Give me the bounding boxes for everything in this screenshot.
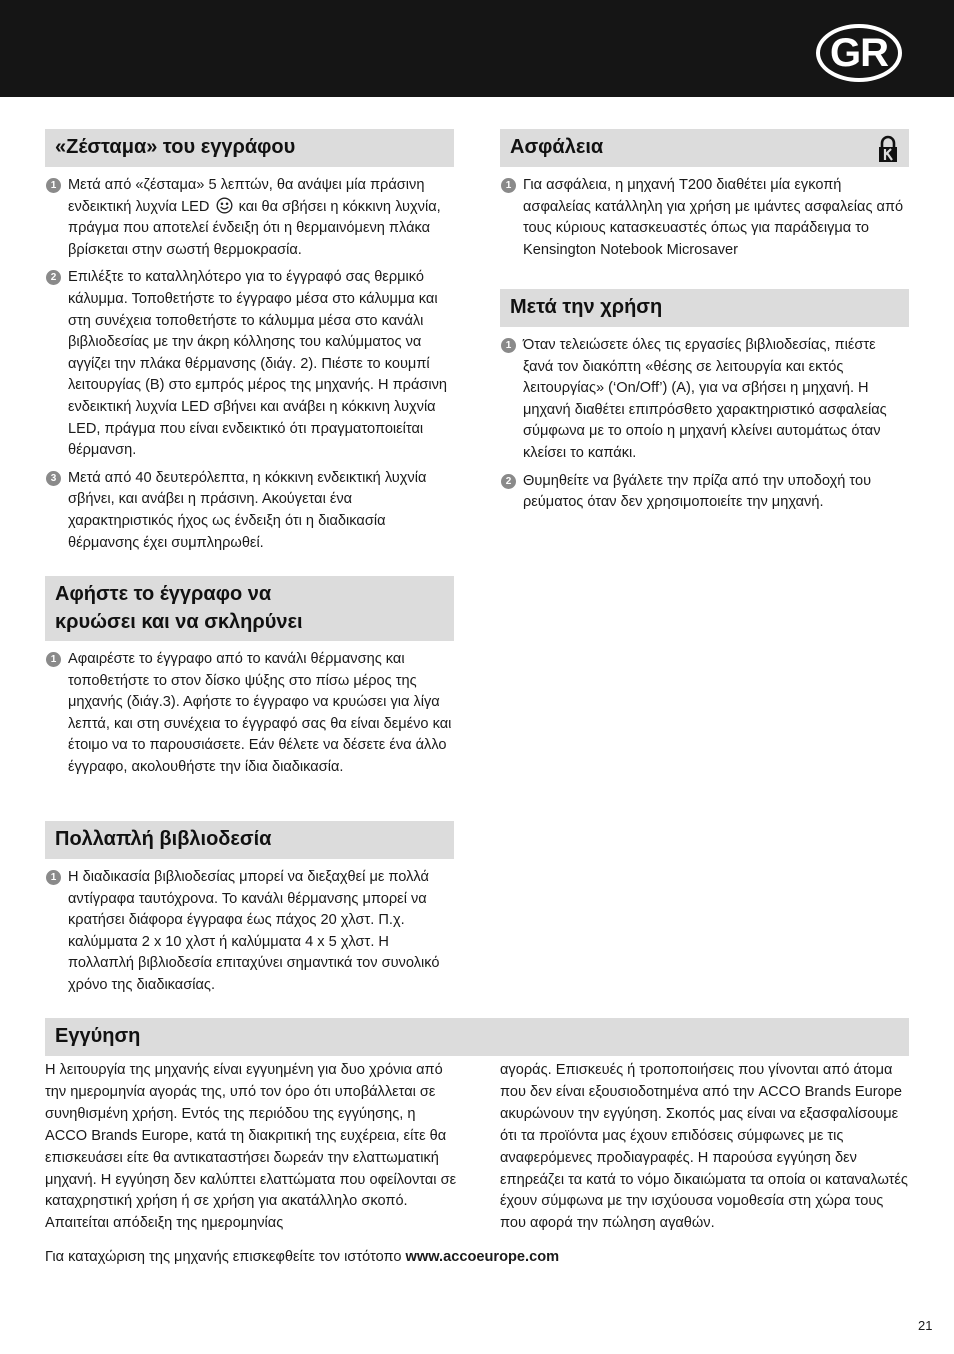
section-after-use — [500, 289, 909, 514]
registration-url-link[interactable]: www.accoeurope.com — [405, 1249, 560, 1265]
step-number-badge: 1 — [46, 178, 61, 193]
item-text: Αφαιρέστε το έγγραφο από το κανάλι θέρμανσης και τοποθετήστε το στον δίσκο ψύξης στο πίσω μέρος της μηχανής (διάγ.3). Αφήστε το έγγραφο να κρυώσει για λίγα λεπτά, και στη συνέχεια το έγγραφό σας θα είναι δεμένο και έτοιμο να το παρουσιάσετε. Εάν θέλετε να δέσετε ένα άλλο έγγραφο, ακολουθήστε την ίδια διαδικασία. — [68, 651, 452, 775]
step-number-badge: 1 — [501, 338, 516, 353]
smiley-icon — [216, 197, 233, 214]
item-text-before: Μετά από «ζέσταμα» 5 λεπτών, θα ανάψει μία πράσινη ενδεικτική λυχνία LED — [68, 177, 425, 215]
section-title: «Ζέσταμα» του εγγράφου — [45, 129, 454, 167]
section-title: Πολλαπλή βιβλιοδεσία — [45, 821, 454, 859]
item-text-after: και θα σβήσει η κόκκινη λυχνία, πράγμα που αποτελεί ένδειξη ότι η θερμαινόμενη πλάκα βρίσκεται στην σωστή θερμοκρασία. — [68, 198, 441, 258]
registration-line — [45, 1246, 559, 1268]
section-title: Αφήστε το έγγραφο να κρυώσει και να σκληρύνει — [45, 576, 454, 641]
section-title: Μετά την χρήση — [500, 289, 909, 327]
step-number-badge: 1 — [501, 178, 516, 193]
list-item — [45, 267, 454, 461]
section-title: Ασφάλεια — [510, 136, 604, 158]
item-text: Η διαδικασία βιβλιοδεσίας μπορεί να διεξαχθεί με πολλά αντίγραφα ταυτόχρονα. Το κανάλι θέρμανσης μπορεί να κρατήσει διάφορα έγγραφα έως πάχος 20 χλστ. Π.χ. καλύμματα 2 x 10 χλστ ή καλύμματα 4 x 5 χλστ. Η πολλαπλή βιβλιοδεσία επιταχύνει σημαντικά τον συνολικό χρόνο της διαδικασίας. — [68, 869, 440, 993]
list-item — [45, 175, 454, 261]
section-warmup — [45, 129, 454, 554]
header-bar — [0, 0, 954, 97]
list-item — [45, 649, 454, 779]
section-multi — [45, 821, 454, 997]
section-header — [500, 129, 909, 167]
list-item — [45, 468, 454, 554]
item-text: Επιλέξτε το καταλληλότερο για το έγγραφό σας θερμικό κάλυμμα. Τοποθετήστε το έγγραφο μέσα στο κάλυμμα και στη συνέχεια τοποθετήστε το κάλυμμα μέσα στο κανάλι βιβλιοδεσίας με την άκρη κόλλησης του καλύμματος να αγγίζει την πλάκα θέρμανσης (διάγ. 2). Πιέστε το κουμπί λειτουργίας (Β) στο εμπρός μέρος της μηχανής. Η πράσινη ενδεικτική λυχνία LED σβήνει και ανάβει η κόκκινη λυχνία LED, πράγμα που είναι ενδεικτικό ότι πραγματοποιείται θέρμανση. — [68, 269, 448, 459]
page-number: 21 — [918, 1318, 933, 1333]
registration-text: Για καταχώριση της μηχανής επισκεφθείτε τον ιστότοπο — [45, 1249, 402, 1265]
list-item — [500, 471, 909, 514]
step-number-badge: 1 — [46, 870, 61, 885]
step-number-badge: 1 — [46, 652, 61, 667]
kensington-lock-icon — [877, 135, 899, 163]
warranty-title: Εγγύηση — [45, 1018, 909, 1056]
item-text: Για ασφάλεια, η μηχανή T200 διαθέτει μία εγκοπή ασφαλείας κατάλληλη για χρήση με ιμάντες ασφαλείας από τους κύριους κατασκευαστές όπως για παράδειγμα το Kensington Notebook Microsaver — [523, 177, 904, 258]
step-number-badge: 2 — [46, 270, 61, 285]
list-item — [500, 175, 909, 261]
item-text: Θυμηθείτε να βγάλετε την πρίζα από την υποδοχή του ρεύματος όταν δεν χρησιμοποιείτε την μηχανή. — [523, 472, 872, 511]
step-number-badge: 2 — [501, 474, 516, 489]
item-text: Όταν τελειώσετε όλες τις εργασίες βιβλιοδεσίας, πιέστε ξανά τον διακόπτη «θέσης σε λειτουργία και εκτός λειτουργίας» (‘On/Off’) (A), για να σβήσει η μηχανή. Η μηχανή διαθέτει επιπρόσθετο χαρακτηριστικό ασφαλείας σύμφωνα με το οποίο η μηχανή κλείνει αυτομάτως όταν κλείσει το καπάκι. — [523, 337, 887, 461]
language-badge: GR — [816, 24, 902, 82]
warranty-text-left: Η λειτουργία της μηχανής είναι εγγυημένη για δυο χρόνια από την ημερομηνία αγοράς της, υπό τον όρο ότι υποβάλλεται σε συνηθισμένη χρήση. Εντός της περιόδου της εγγύησης, η ACCO Brands Europe, κατά τη διακριτική της ευχέρεια, είτε θα επισκευάσει είτε θα αντικαταστήσει δωρεάν την ελαττωματική μηχανή. Η εγγύηση δεν καλύπτει ελαττώματα που οφείλονται σε καταχρηστική χρήση ή σε χρήση για ακατάλληλο σκοπό. Απαιτείται απόδειξη της ημερομηνίας — [45, 1062, 457, 1232]
section-safety — [500, 129, 909, 261]
list-item — [45, 867, 454, 997]
step-number-badge: 3 — [46, 471, 61, 486]
section-cool — [45, 576, 454, 779]
item-text: Μετά από 40 δευτερόλεπτα, η κόκκινη ενδεικτική λυχνία σβήνει, και ανάβει η πράσινη. Ακούγεται ένα χαρακτηριστικός ήχος ως ένδειξη ότι η διαδικασία θέρμανσης έχει συμπληρωθεί. — [68, 469, 427, 551]
warranty-text-right: αγοράς. Επισκευές ή τροποποιήσεις που γίνονται από άτομα που δεν είναι εξουσιοδοτημένα από την ACCO Brands Europe ακυρώνουν την εγγύηση. Σκοπός μας είναι να εξασφαλίσουμε ότι τα προϊόντα μας έχουν επιδόσεις σύμφωνες με τις αναφερόμενες προδιαγραφές. Η παρούσα εγγύηση δεν επηρεάζει τα κατά το νόμο δικαιώματα τα οποία οι καταναλωτές έχουν σύμφωνα με την ισχύουσα νομοθεσία στη χώρα τους που αφορά την πώληση αγαθών. — [500, 1062, 908, 1232]
list-item — [500, 335, 909, 465]
